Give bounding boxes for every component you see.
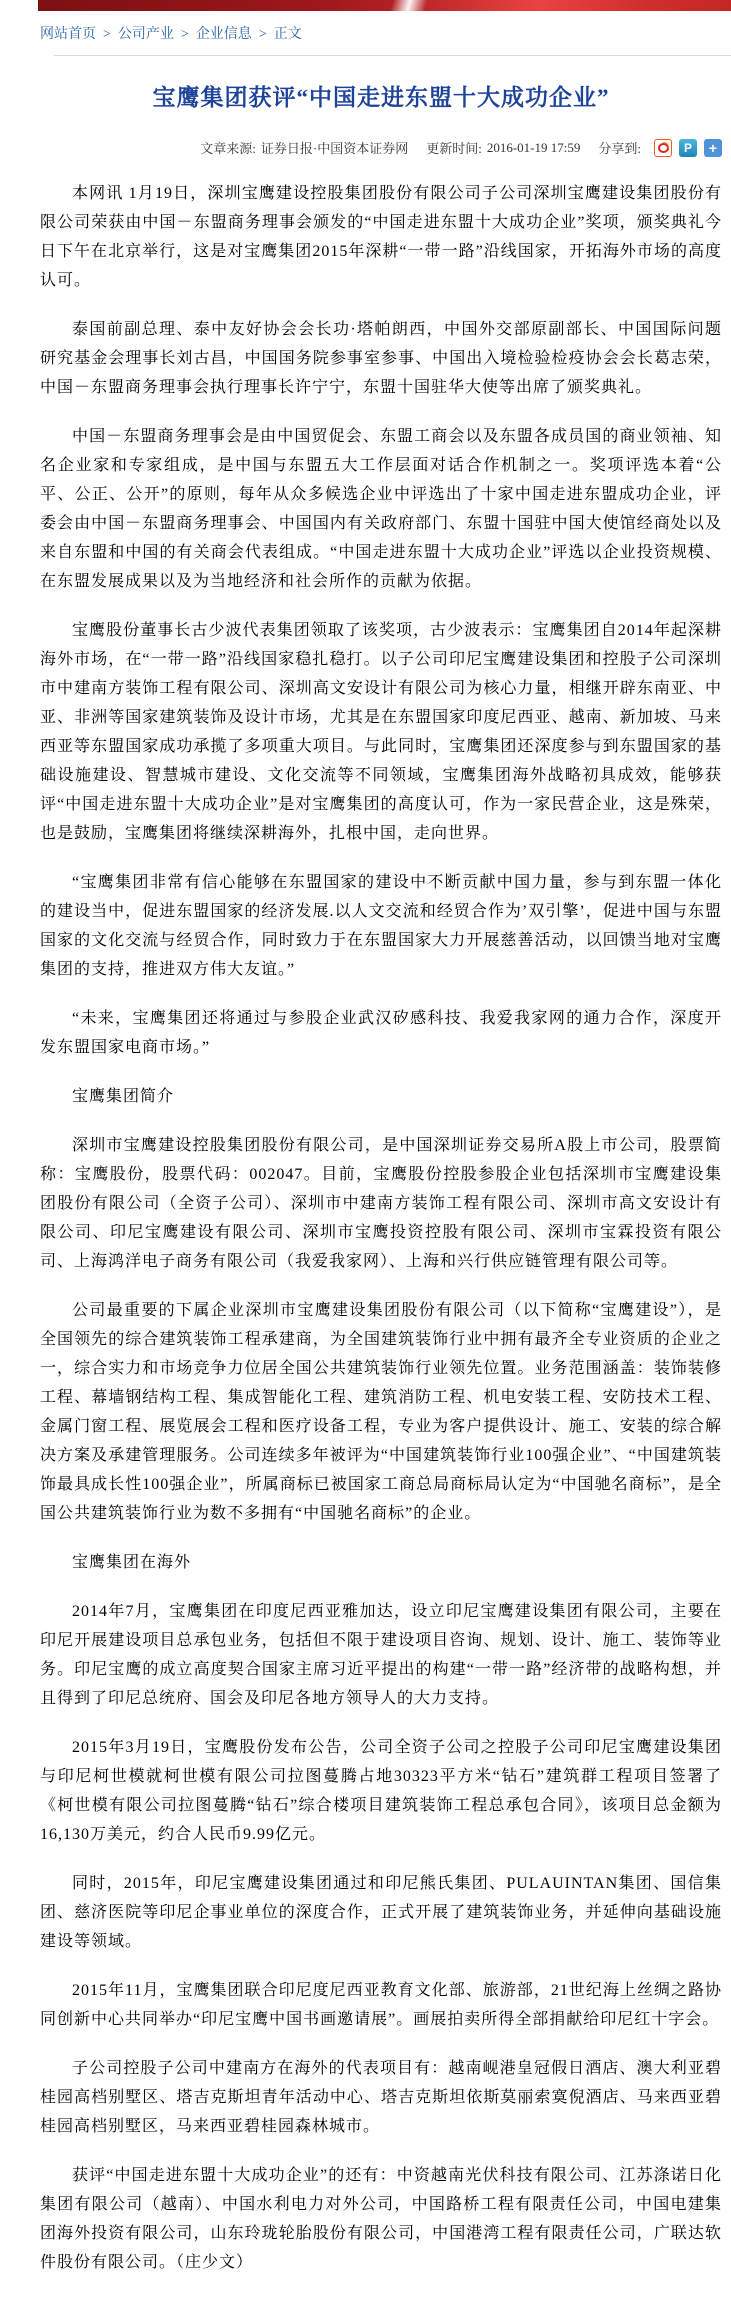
breadcrumb-item-4: 正文 — [273, 27, 302, 42]
article-paragraph: 本网讯 1月19日，深圳宝鹰建设控股集团股份有限公司子公司深圳宝鹰建设集团股份有限公司荣获由中国－东盟商务理事会颁发的“中国走进东盟十大成功企业”奖项，颁奖典礼今日下午在北京举行，这是对宝鹰集团2015年深耕“一带一路”沿线国家，开拓海外市场的高度认可。 — [40, 185, 722, 289]
share-icons — [647, 139, 722, 157]
article-paragraph: 获评“中国走进东盟十大成功企业”的还有：中资越南光伏科技有限公司、江苏涤诺日化集团有限公司（越南）、中国水利电力对外公司，中国路桥工程有限责任公司，中国电建集团海外投资有限公司，山东玲珑轮胎股份有限公司，中国港湾工程有限责任公司，广联达软件股份有限公司。（庄少文） — [40, 2167, 722, 2271]
breadcrumb-separator: > — [258, 27, 267, 42]
article-body — [40, 179, 722, 2277]
breadcrumb-item-3[interactable]: 企业信息 — [195, 27, 252, 42]
site-banner — [38, 0, 731, 11]
article-paragraph: 2015年3月19日，宝鹰股份发布公告，公司全资子公司之控股子公司印尼宝鹰建设集团与印尼柯世模就柯世模有限公司拉图蔓腾占地30323平方米“钻石”建筑群工程项目签署了《柯世模有限公司拉图蔓腾“钻石”综合楼项目建筑装饰工程总承包合同》，该项目总金额为16,130万美元，约合人民币9.99亿元。 — [40, 1739, 722, 1843]
article-paragraph: 深圳市宝鹰建设控股集团股份有限公司，是中国深圳证券交易所A股上市公司，股票简称：宝鹰股份，股票代码：002047。目前，宝鹰股份控股参股企业包括深圳市宝鹰建设集团股份有限公司（全资子公司）、深圳市中建南方装饰工程有限公司、深圳市高文安设计有限公司、印尼宝鹰建设有限公司、深圳市宝鹰投资控股有限公司、深圳市宝霖投资有限公司、上海鸿洋电子商务有限公司（我爱我家网）、上海和兴行供应链管理有限公司等。 — [40, 1137, 722, 1270]
article-paragraph: 2014年7月，宝鹰集团在印度尼西亚雅加达，设立印尼宝鹰建设集团有限公司，主要在印尼开展建设项目总承包业务，包括但不限于建设项目咨询、规划、设计、施工、装饰等业务。印尼宝鹰的成立高度契合国家主席习近平提出的构建“一带一路”经济带的战略构想，并且得到了印尼总统府、国会及印尼各地方领导人的大力支持。 — [40, 1603, 722, 1707]
breadcrumb-item-1[interactable]: 网站首页 — [40, 27, 96, 42]
updated-label: 更新时间: — [426, 141, 482, 156]
pengyou-icon[interactable]: P — [679, 139, 697, 157]
article-paragraph: 公司最重要的下属企业深圳市宝鹰建设集团股份有限公司（以下简称“宝鹰建设”），是全国领先的综合建筑装饰工程承建商，为全国建筑装饰行业中拥有最齐全专业资质的企业之一，综合实力和市场竞争力位居全国公共建筑装饰行业领先位置。业务范围涵盖：装饰装修工程、幕墙钢结构工程、集成智能化工程、建筑消防工程、机电安装工程、安防技术工程、金属门窗工程、展览展会工程和医疗设备工程，专业为客户提供设计、施工、安装的综合解决方案及承建管理服务。公司连续多年被评为“中国建筑装饰行业100强企业”、“中国建筑装饰最具成长性100强企业”，所属商标已被国家工商总局商标局认定为“中国驰名商标”，是全国公共建筑装饰行业为数不多拥有“中国驰名商标”的企业。 — [40, 1302, 722, 1522]
article-meta — [40, 138, 722, 157]
article-paragraph: 同时，2015年，印尼宝鹰建设集团通过和印尼熊氏集团、PULAUINTAN集团、国信集团、慈济医院等印尼企事业单位的深度合作，正式开展了建筑装饰业务，并延伸向基础设施建设等领域。 — [40, 1875, 722, 1950]
section-heading: 宝鹰集团在海外 — [72, 1554, 192, 1571]
article-paragraph: 2015年11月，宝鹰集团联合印尼度尼西亚教育文化部、旅游部，21世纪海上丝绸之路协同创新中心共同举办“印尼宝鹰中国书画邀请展”。画展拍卖所得全部捐献给印尼红十字会。 — [40, 1982, 722, 2028]
source-value: 证券日报·中国资本证券网 — [260, 141, 409, 156]
article-paragraph: 泰国前副总理、泰中友好协会会长功·塔帕朗西，中国外交部原副部长、中国国际问题研究基金会理事长刘古昌，中国国务院参事室参事、中国出入境检验检疫协会会长葛志荣，中国－东盟商务理事会执行理事长许宁宁，东盟十国驻华大使等出席了颁奖典礼。 — [40, 321, 722, 396]
divider — [54, 55, 731, 56]
breadcrumb-separator: > — [103, 27, 111, 42]
article-paragraph: “未来，宝鹰集团还将通过与参股企业武汉矽感科技、我爱我家网的通力合作，深度开发东盟国家电商市场。” — [40, 1010, 722, 1056]
source-label: 文章来源: — [200, 141, 256, 156]
content-area — [0, 26, 731, 2323]
article-title: 宝鹰集团获评“中国走进东盟十大成功企业” — [152, 85, 610, 110]
share-more-icon[interactable]: + — [704, 139, 722, 157]
section-heading: 宝鹰集团简介 — [72, 1088, 175, 1105]
sina-weibo-icon[interactable] — [654, 139, 672, 157]
share-label: 分享到: — [598, 141, 641, 156]
breadcrumb-separator: > — [180, 27, 189, 42]
updated-value: 2016-01-19 17:59 — [486, 139, 581, 155]
article-paragraph: 宝鹰股份董事长古少波代表集团领取了该奖项，古少波表示：宝鹰集团自2014年起深耕海外市场，在“一带一路”沿线国家稳扎稳打。以子公司印尼宝鹰建设集团和控股子公司深圳市中建南方装饰工程有限公司、深圳高文安设计有限公司为核心力量，相继开辟东南亚、中亚、非洲等国家建筑装饰及设计市场，尤其是在东盟国家印度尼西亚、越南、新加坡、马来西亚等东盟国家成功承揽了多项重大项目。与此同时，宝鹰集团还深度参与到东盟国家的基础设施建设、智慧城市建设、文化交流等不同领域，宝鹰集团海外战略初具成效，能够获评“中国走进东盟十大成功企业”是对宝鹰集团的高度认可，作为一家民营企业，这是殊荣，也是鼓励，宝鹰集团将继续深耕海外，扎根中国，走向世界。 — [40, 622, 722, 842]
article-paragraph: 中国－东盟商务理事会是由中国贸促会、东盟工商会以及东盟各成员国的商业领袖、知名企业家和专家组成，是中国与东盟五大工作层面对话合作机制之一。奖项评选本着“公平、公正、公开”的原则，每年从众多候选企业中评选出了十家中国走进东盟成功企业，评委会由中国－东盟商务理事会、中国国内有关政府部门、东盟十国驻中国大使馆经商处以及来自东盟和中国的有关商会代表组成。“中国走进东盟十大成功企业”评选以企业投资规模、在东盟发展成果以及为当地经济和社会所作的贡献为依据。 — [40, 428, 722, 590]
article-paragraph: 子公司控股子公司中建南方在海外的代表项目有：越南岘港皇冠假日酒店、澳大利亚碧桂园高档别墅区、塔吉克斯坦青年活动中心、塔吉克斯坦依斯莫丽索寞倪酒店、马来西亚碧桂园高档别墅区，马来西亚碧桂园森林城市。 — [40, 2060, 722, 2135]
article-paragraph: “宝鹰集团非常有信心能够在东盟国家的建设中不断贡献中国力量，参与到东盟一体化的建设当中，促进东盟国家的经济发展.以人文交流和经贸合作为’双引擎’，促进中国与东盟国家的文化交流与经贸合作，同时致力于在东盟国家大力开展慈善活动，以回馈当地对宝鹰集团的支持，推进双方伟大友谊。” — [40, 874, 722, 978]
breadcrumb — [40, 26, 722, 44]
breadcrumb-item-2[interactable]: 公司产业 — [117, 27, 174, 42]
